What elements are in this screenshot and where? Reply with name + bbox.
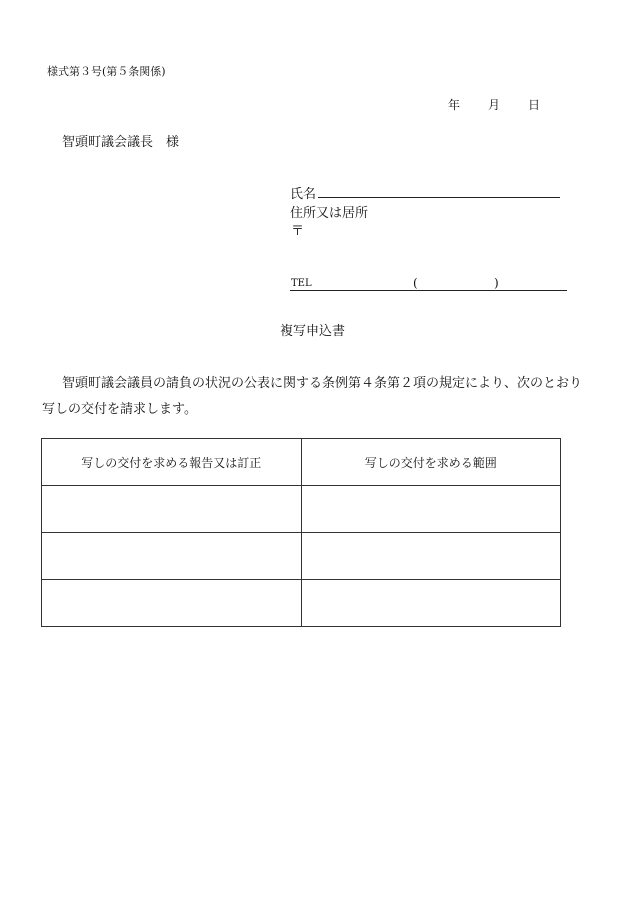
tel-open-paren: (	[413, 276, 418, 290]
date-day-label: 日	[528, 98, 541, 112]
name-label: 氏名	[290, 187, 317, 202]
request-table	[41, 438, 561, 627]
table-header-report: 写しの交付を求める報告又は訂正	[42, 439, 302, 486]
form-number: 様式第３号(第５条関係)	[47, 65, 166, 78]
table-cell-report	[42, 580, 302, 627]
table-cell-scope	[301, 580, 561, 627]
table-cell-report	[42, 486, 302, 533]
tel-close-paren: )	[494, 276, 499, 290]
table-header-row	[42, 439, 561, 486]
table-header-scope: 写しの交付を求める範囲	[301, 439, 561, 486]
name-field-line	[318, 197, 560, 198]
addressee: 智頭町議会議長 様	[62, 135, 180, 150]
document-title: 複写申込書	[280, 324, 346, 339]
tel-label: TEL	[291, 278, 312, 289]
date-month-label: 月	[488, 98, 501, 112]
address-label: 住所又は居所	[290, 206, 369, 221]
body-paragraph: 智頭町議会議員の請負の状況の公表に関する条例第４条第２項の規定により、次のとおり写しの交付を請求します。	[42, 376, 583, 417]
table-cell-scope	[301, 533, 561, 580]
table-row	[42, 533, 561, 580]
tel-field-line	[290, 290, 567, 291]
date-year-label: 年	[448, 98, 461, 112]
table-row	[42, 580, 561, 627]
table-row	[42, 486, 561, 533]
table-cell-report	[42, 533, 302, 580]
table-cell-scope	[301, 486, 561, 533]
postal-mark: 〒	[291, 224, 305, 239]
